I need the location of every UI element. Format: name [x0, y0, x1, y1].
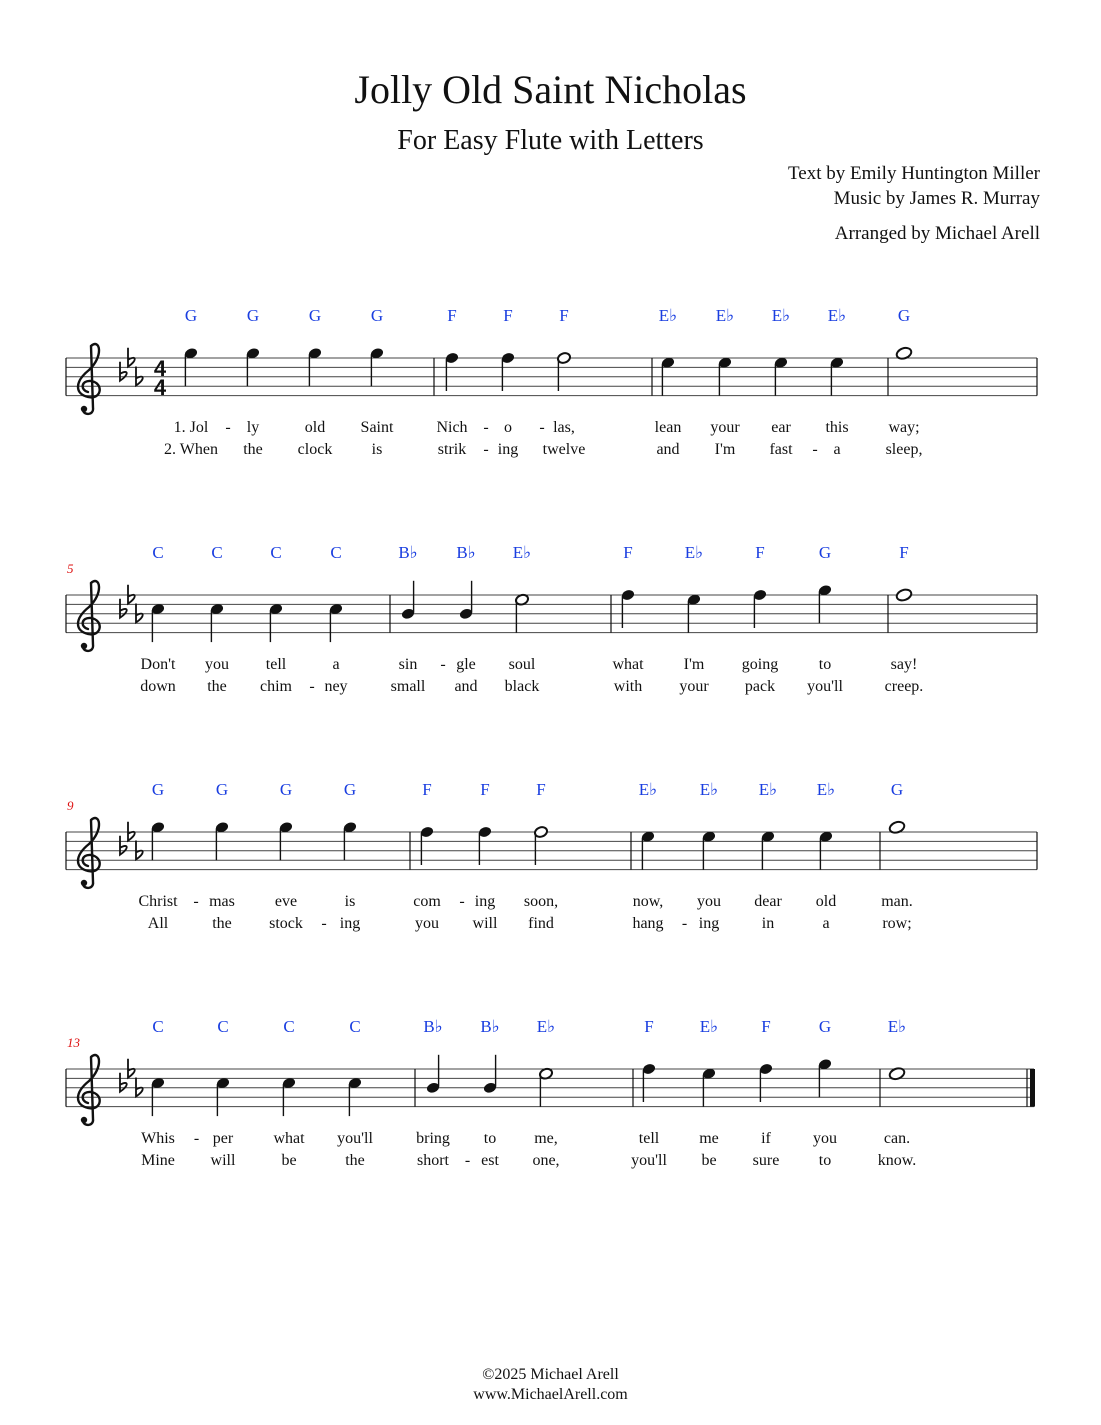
lyric-verse-1: old — [304, 419, 326, 436]
staff-system — [66, 344, 1037, 414]
staff-system — [66, 818, 1037, 888]
lyric-verse-1: what — [273, 1130, 305, 1147]
note-letter: F — [503, 306, 513, 325]
lyric-hyphen: - — [193, 893, 199, 910]
lyric-verse-1: this — [825, 419, 849, 436]
lyric-hyphen: - — [483, 441, 489, 458]
note-letter: C — [330, 543, 342, 562]
note-letter: E♭ — [699, 1017, 719, 1036]
flat-icon — [120, 599, 127, 618]
music-credit: Music by James R. Murray — [833, 188, 1040, 209]
note-letter: C — [283, 1017, 295, 1036]
lyric-verse-1: 1. Jol — [173, 419, 209, 436]
lyric-verse-1: ear — [771, 419, 791, 436]
lyric-verse-2: sleep, — [885, 441, 923, 458]
note-letter: E♭ — [715, 306, 735, 325]
lyric-verse-1: a — [332, 656, 340, 673]
lyric-verse-2: row; — [882, 915, 912, 932]
note-letter: F — [644, 1017, 654, 1036]
lyric-verse-1: going — [741, 656, 779, 673]
note-letter: G — [370, 306, 384, 325]
flat-icon — [120, 1073, 127, 1092]
note-letter: C — [217, 1017, 229, 1036]
lyric-verse-1: now, — [632, 893, 664, 910]
lyric-verse-2: you'll — [807, 678, 843, 695]
note-letter: F — [422, 780, 432, 799]
lyric-hyphen: - — [225, 419, 231, 436]
lyric-verse-2: ney — [324, 678, 348, 695]
website: www.MichaelArell.com — [473, 1386, 628, 1403]
lyric-verse-2: sure — [752, 1152, 780, 1169]
lyric-hyphen: - — [309, 678, 315, 695]
note-head — [895, 588, 913, 603]
lyric-hyphen: - — [321, 915, 327, 932]
lyric-verse-2: the — [243, 441, 263, 458]
treble-clef-icon — [78, 344, 100, 414]
measure-number: 13 — [67, 1035, 80, 1050]
lyric-verse-2: pack — [744, 678, 776, 695]
lyric-hyphen: - — [440, 656, 446, 673]
lyric-verse-1: o — [504, 419, 512, 436]
note-letter: C — [211, 543, 223, 562]
treble-clef-icon — [81, 880, 87, 886]
treble-clef-icon — [81, 643, 87, 649]
note-letter: E♭ — [699, 780, 719, 799]
flat-icon — [136, 1078, 143, 1097]
note-letter: G — [890, 780, 904, 799]
lyric-verse-2: est — [481, 1152, 499, 1169]
lyric-verse-1: can. — [883, 1130, 911, 1147]
lyric-hyphen: - — [812, 441, 818, 458]
lyric-verse-1: if — [761, 1130, 771, 1147]
lyric-verse-1: las, — [553, 419, 575, 436]
note-letter: E♭ — [658, 306, 678, 325]
note-letter: F — [755, 543, 765, 562]
lyric-verse-2: and — [656, 441, 680, 458]
lyric-verse-2: chim — [260, 678, 292, 695]
lyric-verse-1: eve — [274, 893, 298, 910]
lyric-verse-2: and — [454, 678, 478, 695]
lyric-verse-2: in — [761, 915, 775, 932]
lyric-verse-2: I'm — [714, 441, 736, 458]
flat-icon — [128, 822, 135, 841]
lyric-verse-2: All — [147, 915, 169, 932]
note-letter: F — [899, 543, 909, 562]
flat-icon — [128, 1059, 135, 1078]
time-signature-bottom: 4 — [153, 375, 167, 400]
treble-clef-icon — [81, 1117, 87, 1123]
note-letter: C — [152, 543, 164, 562]
lyric-verse-1: tell — [638, 1130, 660, 1147]
lyric-verse-1: to — [818, 656, 832, 673]
lyric-verse-2: to — [818, 1152, 832, 1169]
lyric-verse-1: Whis — [141, 1130, 175, 1147]
note-letter: G — [151, 780, 165, 799]
note-letter: E♭ — [512, 543, 532, 562]
lyric-verse-1: you — [813, 1130, 837, 1147]
lyric-hyphen: - — [193, 1130, 200, 1147]
measure-number: 9 — [67, 798, 74, 813]
note-letter: G — [818, 543, 832, 562]
lyric-verse-2: find — [528, 915, 554, 932]
copyright: ©2025 Michael Arell — [482, 1366, 619, 1383]
lyric-verse-1: me — [699, 1130, 719, 1147]
lyric-verse-2: be — [701, 1152, 717, 1169]
lyric-verse-1: say! — [890, 656, 918, 673]
flat-icon — [136, 841, 143, 860]
lyric-verse-2: down — [140, 678, 176, 695]
lyric-verse-1: ing — [474, 893, 496, 910]
measure-number: 5 — [67, 561, 74, 576]
lyric-verse-1: Saint — [360, 419, 394, 436]
lyric-verse-1: you — [697, 893, 721, 910]
staff-system — [66, 581, 1037, 651]
note-letter: G — [215, 780, 229, 799]
lyric-verse-1: you'll — [337, 1130, 373, 1147]
lyric-verse-2: 2. When — [164, 441, 218, 458]
note-letter: F — [761, 1017, 771, 1036]
lyric-hyphen: - — [459, 893, 465, 910]
treble-clef-icon — [78, 1055, 100, 1125]
time-signature-top: 4 — [153, 356, 167, 381]
note-letter: G — [343, 780, 357, 799]
lyric-verse-1: Nich — [436, 419, 468, 436]
lyric-verse-1: per — [212, 1130, 234, 1147]
lyric-verse-1: to — [483, 1130, 497, 1147]
note-letter: G — [246, 306, 260, 325]
note-letter: F — [623, 543, 633, 562]
lyric-verse-2: ing — [497, 441, 519, 458]
lyric-verse-2: fast — [769, 441, 793, 458]
lyric-verse-1: soul — [508, 656, 536, 673]
lyric-hyphen: - — [464, 1152, 471, 1169]
lyric-verse-2: short — [417, 1152, 449, 1169]
lyric-hyphen: - — [483, 419, 489, 436]
note-letter: C — [270, 543, 282, 562]
flat-icon — [128, 585, 135, 604]
lyric-verse-1: lean — [654, 419, 682, 436]
note-letter: B♭ — [456, 543, 476, 562]
staff-system — [66, 1055, 1035, 1125]
note-letter: C — [152, 1017, 164, 1036]
flat-icon — [136, 604, 143, 623]
lyric-verse-1: mas — [209, 893, 235, 910]
lyric-verse-1: tell — [265, 656, 287, 673]
lyric-verse-2: twelve — [542, 441, 586, 458]
lyric-verse-2: with — [613, 678, 643, 695]
lyric-verse-2: know. — [877, 1152, 917, 1169]
note-letter: G — [279, 780, 293, 799]
arranger-credit: Arranged by Michael Arell — [834, 223, 1040, 244]
lyric-verse-2: the — [212, 915, 232, 932]
lyric-verse-2: you'll — [631, 1152, 667, 1169]
lyric-verse-2: will — [210, 1152, 236, 1169]
lyric-verse-1: dear — [754, 893, 782, 910]
lyric-verse-1: you — [205, 656, 229, 673]
lyric-verse-2: black — [504, 678, 540, 695]
lyric-verse-1: me, — [534, 1130, 558, 1147]
note-letter: G — [184, 306, 198, 325]
flat-icon — [120, 836, 127, 855]
lyric-hyphen: - — [539, 419, 545, 436]
lyric-verse-2: ing — [339, 915, 361, 932]
lyric-verse-2: be — [281, 1152, 297, 1169]
note-letter: E♭ — [827, 306, 847, 325]
note-letter: E♭ — [887, 1017, 907, 1036]
lyric-verse-2: clock — [297, 441, 333, 458]
treble-clef-icon — [78, 581, 100, 651]
lyric-verse-2: the — [207, 678, 227, 695]
note-letter: F — [480, 780, 490, 799]
lyric-verse-2: is — [371, 441, 383, 458]
lyric-verse-2: one, — [532, 1152, 560, 1169]
note-letter: C — [349, 1017, 361, 1036]
note-letter: E♭ — [684, 543, 704, 562]
lyric-verse-2: you — [415, 915, 439, 932]
lyric-verse-1: gle — [456, 656, 476, 673]
lyric-verse-1: way; — [888, 419, 920, 436]
note-letter: F — [559, 306, 569, 325]
lyric-verse-1: old — [815, 893, 837, 910]
lyric-verse-2: stock — [269, 915, 303, 932]
lyric-verse-1: I'm — [683, 656, 705, 673]
note-letter: F — [447, 306, 457, 325]
lyric-verse-2: hang — [632, 915, 664, 932]
lyric-verse-2: creep. — [884, 678, 924, 695]
lyric-verse-1: sin — [398, 656, 418, 673]
lyric-verse-1: ly — [246, 419, 260, 436]
lyric-verse-2: your — [679, 678, 709, 695]
note-letter: F — [536, 780, 546, 799]
flat-icon — [120, 362, 127, 381]
note-letter: E♭ — [638, 780, 658, 799]
text-credit: Text by Emily Huntington Miller — [788, 163, 1040, 184]
flat-icon — [128, 348, 135, 367]
final-barline — [1030, 1069, 1035, 1107]
lyric-verse-2: a — [822, 915, 830, 932]
flat-icon — [136, 367, 143, 386]
lyric-verse-2: a — [833, 441, 841, 458]
lyric-verse-1: your — [710, 419, 740, 436]
lyric-verse-2: small — [390, 678, 426, 695]
treble-clef-icon — [78, 818, 100, 888]
lyric-verse-2: Mine — [141, 1152, 175, 1169]
note-letter: B♭ — [398, 543, 418, 562]
lyric-verse-2: strik — [437, 441, 467, 458]
note-letter: G — [897, 306, 911, 325]
lyric-verse-1: is — [344, 893, 356, 910]
lyric-verse-1: what — [612, 656, 644, 673]
lyric-verse-1: com — [413, 893, 441, 910]
note-letter: G — [818, 1017, 832, 1036]
note-letter: B♭ — [423, 1017, 443, 1036]
lyric-verse-1: Christ — [138, 893, 178, 910]
lyric-verse-2: the — [345, 1152, 365, 1169]
note-letter: E♭ — [771, 306, 791, 325]
title: Jolly Old Saint Nicholas — [354, 67, 747, 112]
lyric-verse-2: will — [472, 915, 498, 932]
lyric-verse-1: Don't — [140, 656, 176, 673]
note-letter: E♭ — [758, 780, 778, 799]
lyric-hyphen: - — [681, 915, 688, 932]
note-letter: G — [308, 306, 322, 325]
lyric-verse-1: man. — [881, 893, 913, 910]
note-letter: E♭ — [536, 1017, 556, 1036]
lyric-verse-1: bring — [416, 1130, 450, 1147]
lyric-verse-1: soon, — [523, 893, 559, 910]
lyric-verse-2: ing — [698, 915, 720, 932]
treble-clef-icon — [81, 406, 87, 412]
subtitle: For Easy Flute with Letters — [397, 125, 704, 156]
note-letter: B♭ — [480, 1017, 500, 1036]
note-letter: E♭ — [816, 780, 836, 799]
